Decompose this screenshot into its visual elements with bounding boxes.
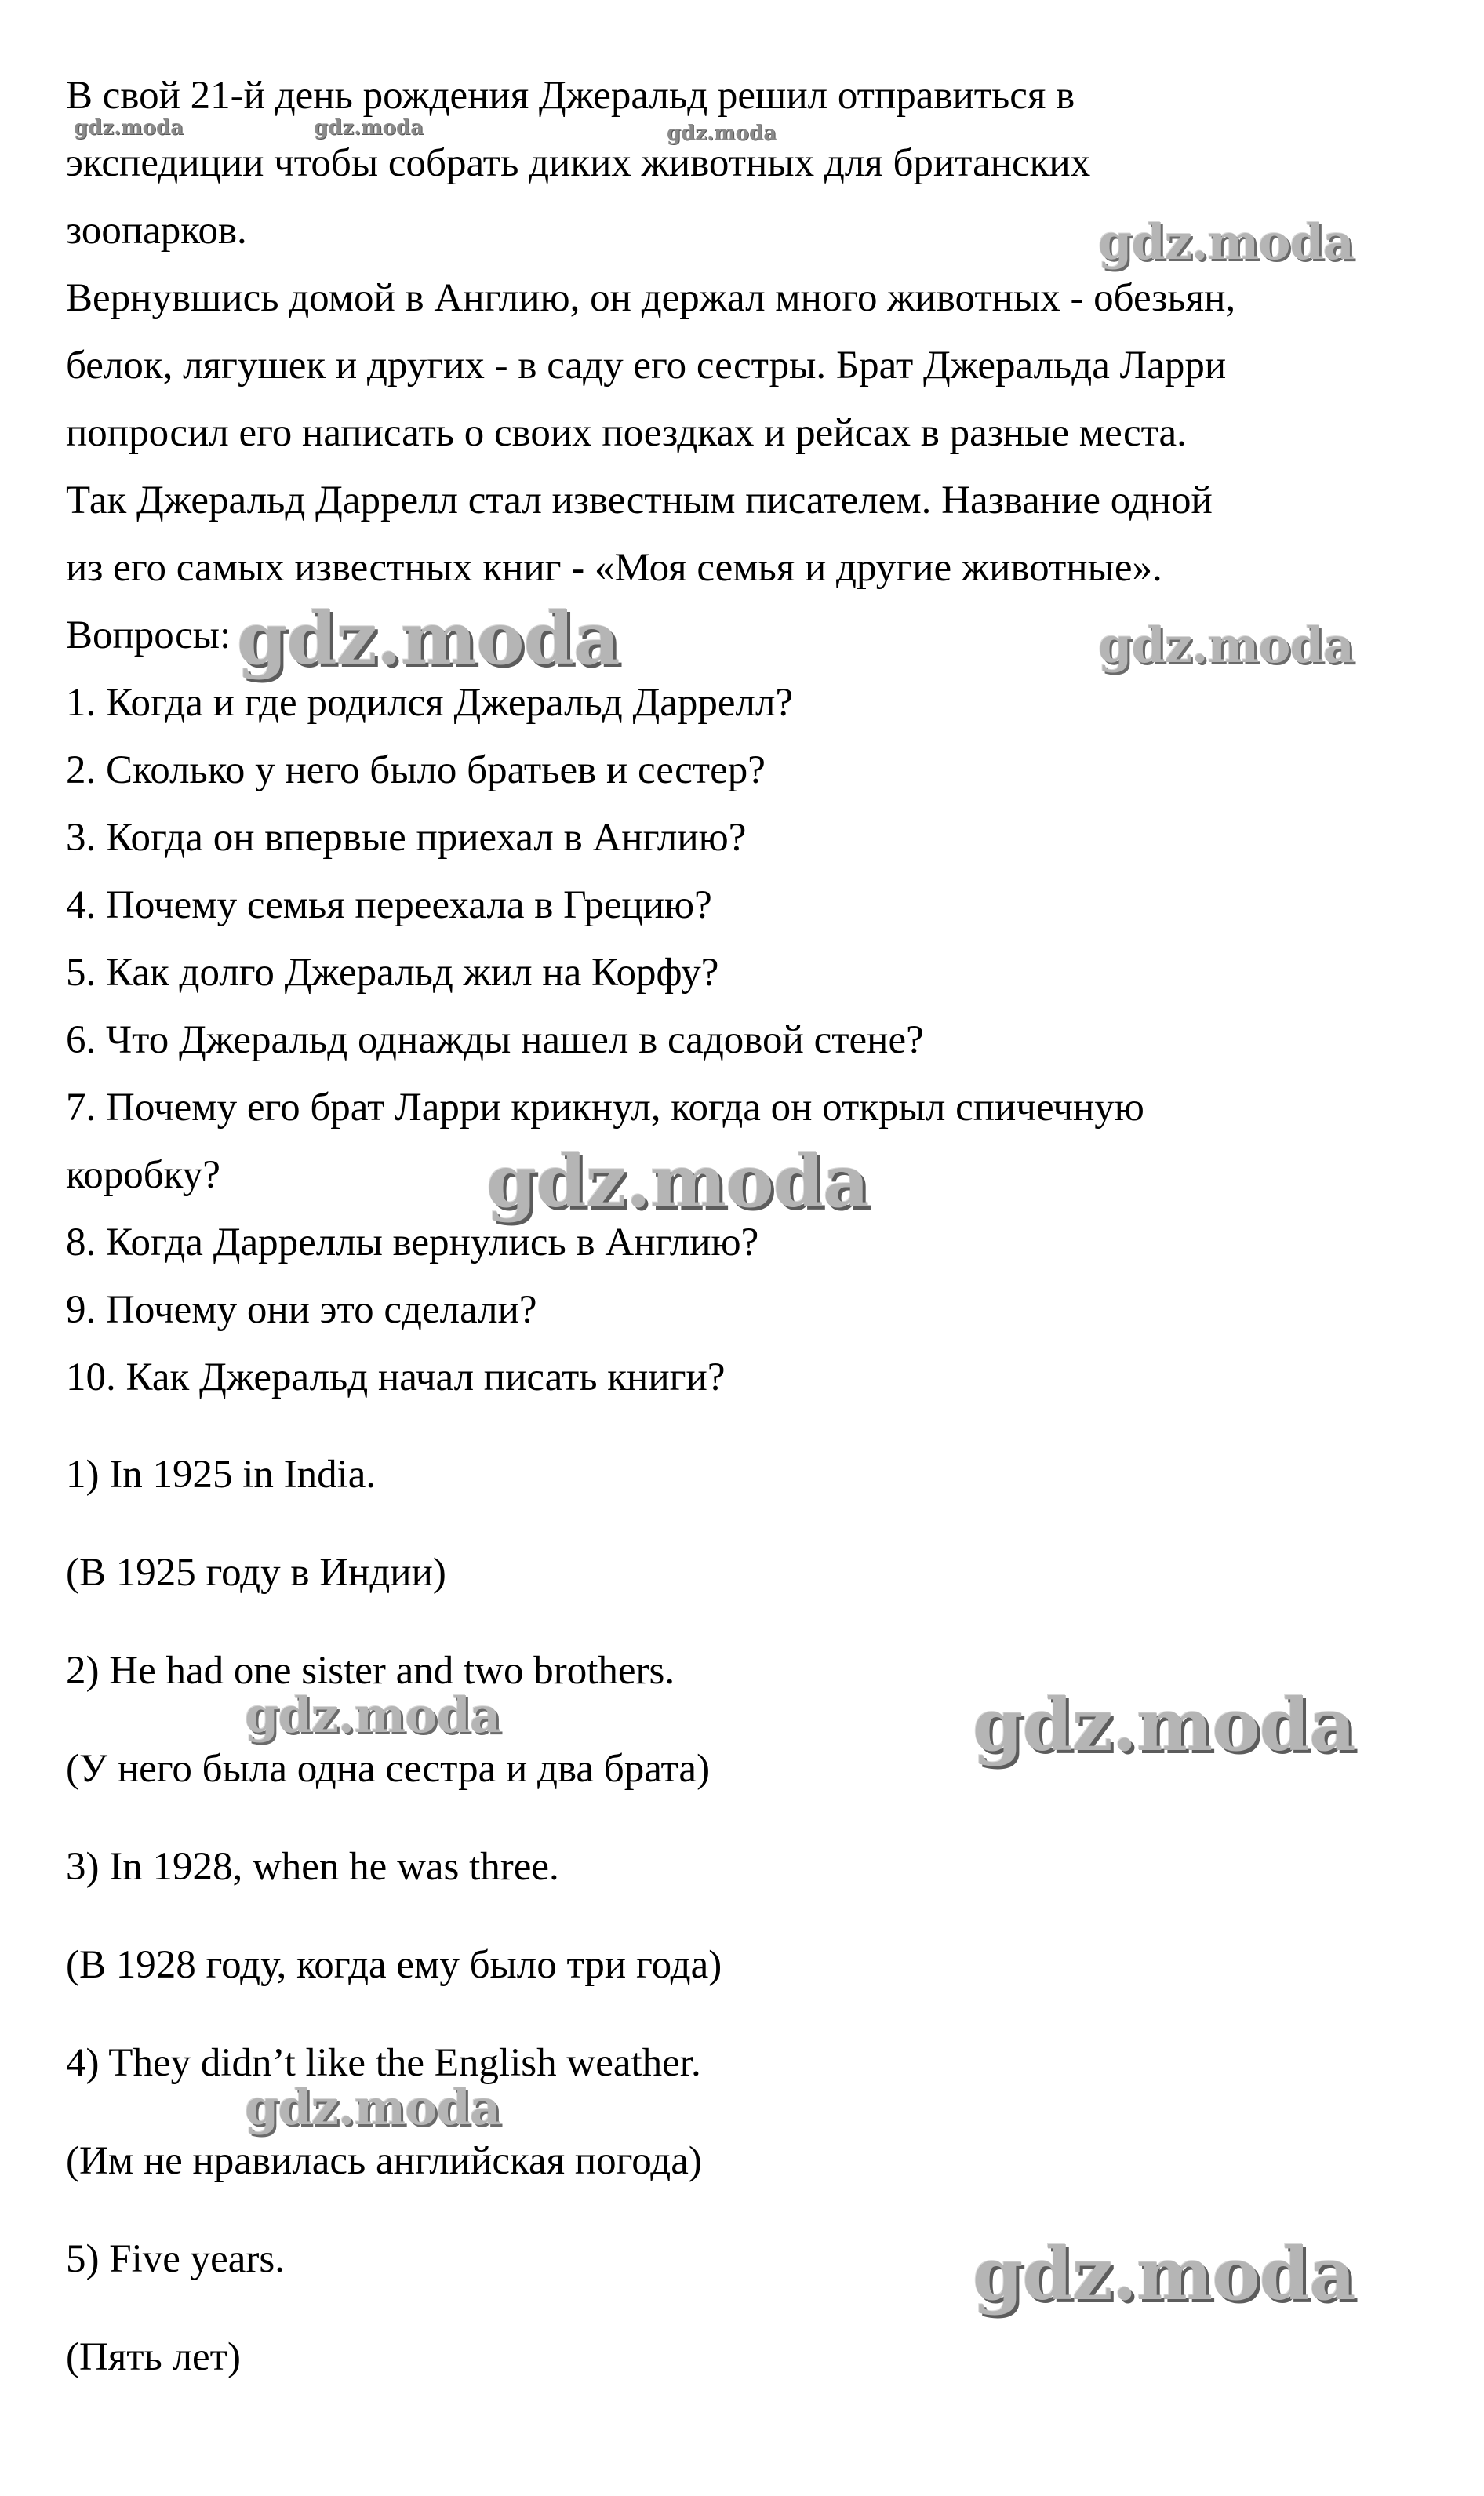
watermark: gdz.moda bbox=[486, 1139, 869, 1224]
question-item: коробку? bbox=[66, 1153, 220, 1197]
answer-en: 3) In 1928, when he was three. bbox=[66, 1845, 559, 1889]
intro-line: Так Джеральд Даррелл стал известным писателем. Название одной bbox=[66, 478, 1213, 522]
watermark: gdz.moda bbox=[74, 116, 184, 140]
answer-en: 2) He had one sister and two brothers. bbox=[66, 1649, 675, 1693]
intro-line: Вернувшись домой в Англию, он держал много животных - обезьян, bbox=[66, 276, 1236, 320]
question-item: 2. Сколько у него было братьев и сестер? bbox=[66, 748, 766, 792]
watermark: gdz.moda bbox=[667, 122, 777, 145]
watermark: gdz.moda bbox=[1098, 213, 1354, 271]
answer-ru: (В 1928 году, когда ему было три года) bbox=[66, 1943, 722, 1987]
question-item: 9. Почему они это сделали? bbox=[66, 1288, 537, 1332]
answer-ru: (У него была одна сестра и два брата) bbox=[66, 1747, 711, 1791]
intro-line: попросил его написать о своих поездках и рейсах в разные места. bbox=[66, 411, 1187, 455]
question-item: 1. Когда и где родился Джеральд Даррелл? bbox=[66, 681, 794, 725]
watermark: gdz.moda bbox=[245, 2079, 500, 2136]
watermark: gdz.moda bbox=[1098, 617, 1354, 674]
answer-ru: (Им не нравилась английская погода) bbox=[66, 2139, 702, 2183]
watermark: gdz.moda bbox=[973, 1683, 1355, 1767]
question-item: 5. Как долго Джеральд жил на Корфу? bbox=[66, 951, 719, 995]
question-item: 6. Что Джеральд однажды нашел в садовой стене? bbox=[66, 1018, 924, 1062]
answer-en: 4) They didn’t like the English weather. bbox=[66, 2041, 701, 2085]
answer-en: 5) Five years. bbox=[66, 2237, 286, 2281]
question-item: 10. Как Джеральд начал писать книги? bbox=[66, 1355, 726, 1399]
answer-ru: (Пять лет) bbox=[66, 2335, 241, 2379]
watermark: gdz.moda bbox=[245, 1686, 500, 1744]
question-item: 3. Когда он впервые приехал в Англию? bbox=[66, 816, 747, 860]
intro-line: из его самых известных книг - «Моя семья и другие животные». bbox=[66, 546, 1162, 590]
answer-en: 1) In 1925 in India. bbox=[66, 1453, 376, 1497]
watermark: gdz.moda bbox=[973, 2232, 1355, 2316]
intro-line: В свой 21-й день рождения Джеральд решил отправиться в bbox=[66, 74, 1075, 118]
question-item: 7. Почему его брат Ларри крикнул, когда он открыл спичечную bbox=[66, 1086, 1144, 1130]
answer-ru: (В 1925 году в Индии) bbox=[66, 1551, 446, 1595]
intro-line: белок, лягушек и других - в саду его сестры. Брат Джеральда Ларри bbox=[66, 344, 1227, 387]
question-item: 4. Почему семья переехала в Грецию? bbox=[66, 883, 712, 927]
questions-heading: Вопросы: bbox=[66, 613, 231, 657]
intro-line: экспедиции чтобы собрать диких животных для британских bbox=[66, 141, 1091, 185]
watermark: gdz.moda bbox=[237, 596, 620, 681]
intro-line: зоопарков. bbox=[66, 209, 247, 253]
watermark: gdz.moda bbox=[314, 116, 424, 140]
question-item: 8. Когда Дарреллы вернулись в Англию? bbox=[66, 1221, 759, 1264]
